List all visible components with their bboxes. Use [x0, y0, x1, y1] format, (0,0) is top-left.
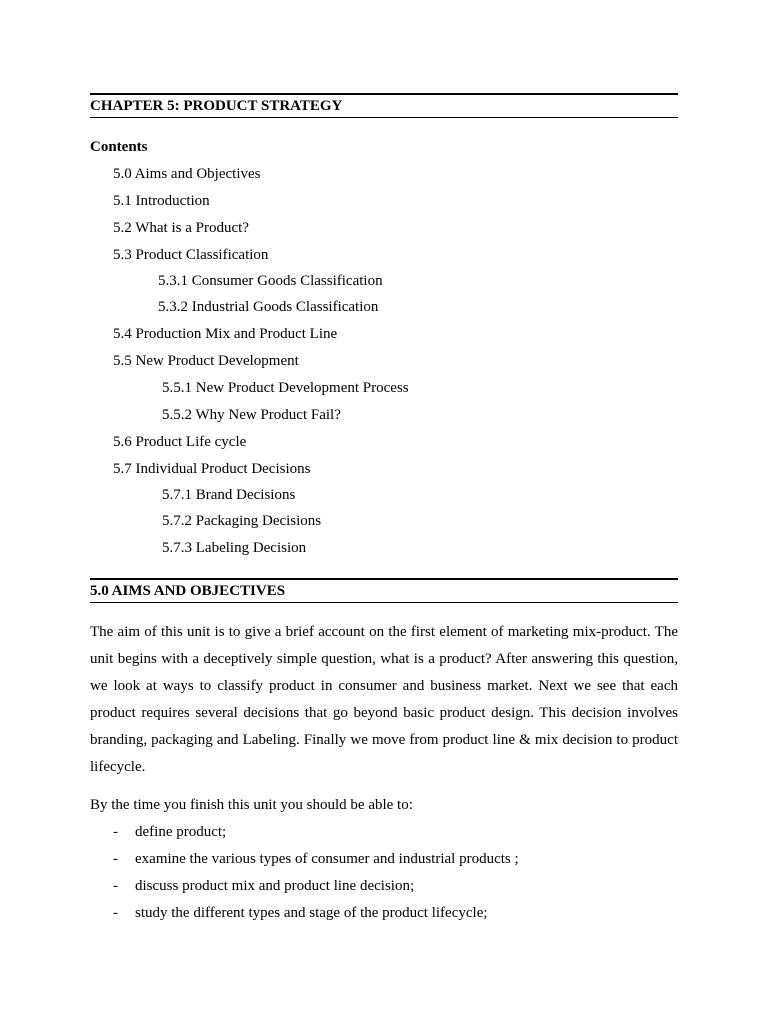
toc-item[interactable]: 5.0 Aims and Objectives — [113, 166, 261, 182]
toc-item[interactable]: 5.6 Product Life cycle — [113, 434, 247, 450]
list-item-text: discuss product mix and product line decision; — [135, 878, 415, 894]
section-title: 5.0 AIMS AND OBJECTIVES — [90, 583, 286, 599]
bullet-dash: - — [113, 851, 118, 867]
toc-subitem[interactable]: 5.5.2 Why New Product Fail? — [162, 407, 341, 423]
toc-item[interactable]: 5.3 Product Classification — [113, 247, 269, 263]
chapter-heading — [90, 93, 678, 118]
list-item-text: define product; — [135, 824, 227, 840]
objectives-intro: By the time you finish this unit you should be able to: — [90, 797, 413, 813]
toc-subitem[interactable]: 5.3.1 Consumer Goods Classification — [158, 273, 383, 289]
bullet-dash: - — [113, 824, 118, 840]
toc-subitem[interactable]: 5.7.3 Labeling Decision — [162, 540, 307, 556]
chapter-title: CHAPTER 5: PRODUCT STRATEGY — [90, 98, 343, 114]
list-item-text: study the different types and stage of the product lifecycle; — [135, 905, 488, 921]
toc-item[interactable]: 5.4 Production Mix and Product Line — [113, 326, 338, 342]
toc-subitem[interactable]: 5.7.1 Brand Decisions — [162, 487, 296, 503]
contents-label: Contents — [90, 139, 148, 155]
section-heading — [90, 578, 678, 603]
toc-item[interactable]: 5.2 What is a Product? — [113, 220, 249, 236]
toc-subitem[interactable]: 5.5.1 New Product Development Process — [162, 380, 409, 396]
toc-item[interactable]: 5.1 Introduction — [113, 193, 210, 209]
toc-subitem[interactable]: 5.3.2 Industrial Goods Classification — [158, 299, 379, 315]
toc-item[interactable]: 5.7 Individual Product Decisions — [113, 461, 311, 477]
list-item-text: examine the various types of consumer and industrial products ; — [135, 851, 519, 867]
toc-subitem[interactable]: 5.7.2 Packaging Decisions — [162, 513, 322, 529]
aims-paragraph: The aim of this unit is to give a brief account on the first element of marketing mix-product. The unit begins with a deceptively simple question, what is a product? After answering this question, we look at ways to classify product in consumer and business market. Next we see that each product requires several decisions that go beyond basic product design. This decision involves branding, packaging and Labeling. Finally we move from product line & mix decision to product lifecycle. — [90, 624, 678, 775]
toc-item[interactable]: 5.5 New Product Development — [113, 353, 299, 369]
bullet-dash: - — [113, 878, 118, 894]
bullet-dash: - — [113, 905, 118, 921]
